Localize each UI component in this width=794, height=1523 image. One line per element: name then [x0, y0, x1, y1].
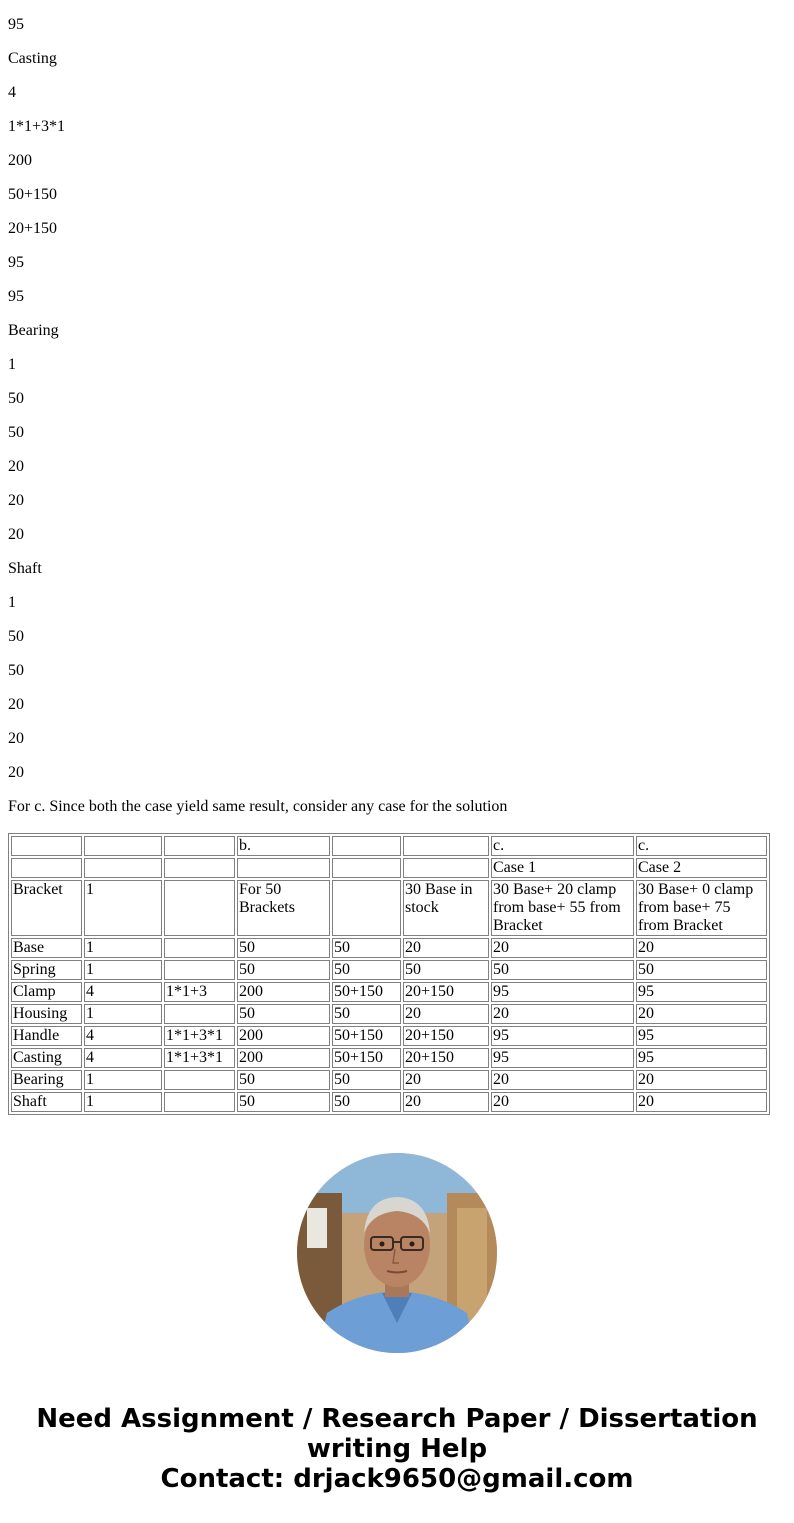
table-cell — [237, 858, 330, 878]
table-cell: 20 — [491, 938, 634, 958]
table-cell: c. — [636, 836, 767, 856]
table-row — [11, 880, 767, 936]
table-cell: b. — [237, 836, 330, 856]
table-cell — [164, 938, 235, 958]
text-line: 1 — [8, 356, 16, 373]
table-row — [11, 982, 767, 1002]
table-row — [11, 938, 767, 958]
table-cell: 4 — [84, 1048, 162, 1068]
table-cell: Casting — [11, 1048, 82, 1068]
text-line: 20 — [8, 696, 24, 713]
table-cell: 50 — [237, 1092, 330, 1112]
table-row — [11, 836, 767, 856]
text-line: 50 — [8, 628, 24, 645]
table-cell: 20+150 — [403, 982, 489, 1002]
table-cell: 4 — [84, 982, 162, 1002]
contact-line: Contact: drjack9650@gmail.com — [160, 1464, 634, 1494]
table-row — [11, 1048, 767, 1068]
table-cell: 20 — [403, 938, 489, 958]
text-line: 20 — [8, 730, 24, 747]
table-row — [11, 1070, 767, 1090]
table-cell: Handle — [11, 1026, 82, 1046]
promo-line: writing Help — [306, 1434, 488, 1464]
table-cell: 20 — [636, 1070, 767, 1090]
table-cell: 50 — [237, 960, 330, 980]
table-cell — [164, 1004, 235, 1024]
promo-line: Need Assignment / Research Paper / Dissertation — [36, 1404, 758, 1434]
table-cell: 20+150 — [403, 1026, 489, 1046]
table-cell — [332, 880, 401, 936]
table-cell: 50 — [332, 1070, 401, 1090]
table-cell: 95 — [491, 982, 634, 1002]
table-cell: 50 — [332, 960, 401, 980]
text-line: 20+150 — [8, 220, 58, 237]
data-table — [8, 833, 770, 1115]
text-line: 4 — [8, 84, 16, 101]
text-line: Casting — [8, 50, 57, 67]
table-cell: 30 Base+ 0 clamp from base+ 75 from Bracket — [636, 880, 767, 936]
table-cell — [164, 1070, 235, 1090]
table-cell: Clamp — [11, 982, 82, 1002]
table-cell: 95 — [491, 1048, 634, 1068]
table-cell: 1 — [84, 938, 162, 958]
table-row — [11, 858, 767, 878]
table-cell: 1 — [84, 880, 162, 936]
table-cell: c. — [491, 836, 634, 856]
solution-note: For c. Since both the case yield same result, consider any case for the solution — [8, 798, 508, 815]
table-cell — [403, 858, 489, 878]
table-cell: 20 — [403, 1092, 489, 1112]
table-cell: 20 — [636, 1004, 767, 1024]
table-row — [11, 960, 767, 980]
table-cell: 20 — [403, 1070, 489, 1090]
promo-banner — [0, 1404, 794, 1494]
table-cell: Bracket — [11, 880, 82, 936]
table-cell: 50+150 — [332, 982, 401, 1002]
text-line: 95 — [8, 16, 24, 33]
table-cell — [332, 858, 401, 878]
text-line: 1 — [8, 594, 16, 611]
table-cell: 200 — [237, 1048, 330, 1068]
text-line: 20 — [8, 492, 24, 509]
table-cell: 20 — [491, 1092, 634, 1112]
table-cell — [164, 1092, 235, 1112]
text-line: 50+150 — [8, 186, 58, 203]
table-cell: 50 — [332, 938, 401, 958]
text-line: 50 — [8, 390, 24, 407]
table-cell: Case 1 — [491, 858, 634, 878]
table-cell — [332, 836, 401, 856]
table-cell — [164, 960, 235, 980]
text-line: 20 — [8, 764, 24, 781]
table-cell: 20 — [403, 1004, 489, 1024]
text-line: 95 — [8, 254, 24, 271]
table-cell: 50 — [237, 1070, 330, 1090]
table-cell: 1 — [84, 1070, 162, 1090]
portrait-image — [297, 1153, 497, 1353]
author-photo — [297, 1153, 497, 1353]
table-cell: 1 — [84, 1092, 162, 1112]
table-cell: 1 — [84, 1004, 162, 1024]
table-cell: 50 — [491, 960, 634, 980]
table-cell: 95 — [636, 982, 767, 1002]
text-line: Bearing — [8, 322, 59, 339]
table-cell: Shaft — [11, 1092, 82, 1112]
table-cell — [164, 858, 235, 878]
table-cell: Spring — [11, 960, 82, 980]
table-cell: 1*1+3 — [164, 982, 235, 1002]
table-cell: 20 — [491, 1070, 634, 1090]
table-cell: 50 — [332, 1092, 401, 1112]
table-cell: 4 — [84, 1026, 162, 1046]
table-cell: 20 — [491, 1004, 634, 1024]
table-cell — [403, 836, 489, 856]
table-body — [11, 836, 767, 1112]
table-cell: 95 — [636, 1048, 767, 1068]
table-cell: 20 — [636, 1092, 767, 1112]
table-cell: For 50 Brackets — [237, 880, 330, 936]
table-row — [11, 1026, 767, 1046]
table-cell: Housing — [11, 1004, 82, 1024]
table-cell: Bearing — [11, 1070, 82, 1090]
table-cell: 30 Base+ 20 clamp from base+ 55 from Bracket — [491, 880, 634, 936]
text-line: 1*1+3*1 — [8, 118, 66, 135]
table-cell: 1 — [84, 960, 162, 980]
table-cell — [164, 880, 235, 936]
table-cell: 1*1+3*1 — [164, 1026, 235, 1046]
table-cell: 200 — [237, 1026, 330, 1046]
text-lines — [8, 16, 778, 832]
table-cell: 20+150 — [403, 1048, 489, 1068]
table-cell: 50+150 — [332, 1048, 401, 1068]
table-cell — [11, 858, 82, 878]
text-line: 50 — [8, 662, 24, 679]
table-cell: 50 — [636, 960, 767, 980]
table-cell: 50+150 — [332, 1026, 401, 1046]
text-line: 95 — [8, 288, 24, 305]
text-line: 20 — [8, 526, 24, 543]
table-cell: Case 2 — [636, 858, 767, 878]
table-cell: 50 — [237, 938, 330, 958]
table-cell: 20 — [636, 938, 767, 958]
table-cell: 200 — [237, 982, 330, 1002]
table-cell: 95 — [491, 1026, 634, 1046]
text-line: Shaft — [8, 560, 42, 577]
table-cell: Base — [11, 938, 82, 958]
table-cell — [84, 836, 162, 856]
table-row — [11, 1092, 767, 1112]
table-row — [11, 1004, 767, 1024]
table-cell: 95 — [636, 1026, 767, 1046]
table-cell — [11, 836, 82, 856]
table-cell: 50 — [332, 1004, 401, 1024]
table-cell: 50 — [237, 1004, 330, 1024]
table-cell: 30 Base in stock — [403, 880, 489, 936]
text-line: 20 — [8, 458, 24, 475]
table-cell — [84, 858, 162, 878]
table-cell: 1*1+3*1 — [164, 1048, 235, 1068]
text-line: 200 — [8, 152, 32, 169]
table-cell: 50 — [403, 960, 489, 980]
table-cell — [164, 836, 235, 856]
text-line: 50 — [8, 424, 24, 441]
